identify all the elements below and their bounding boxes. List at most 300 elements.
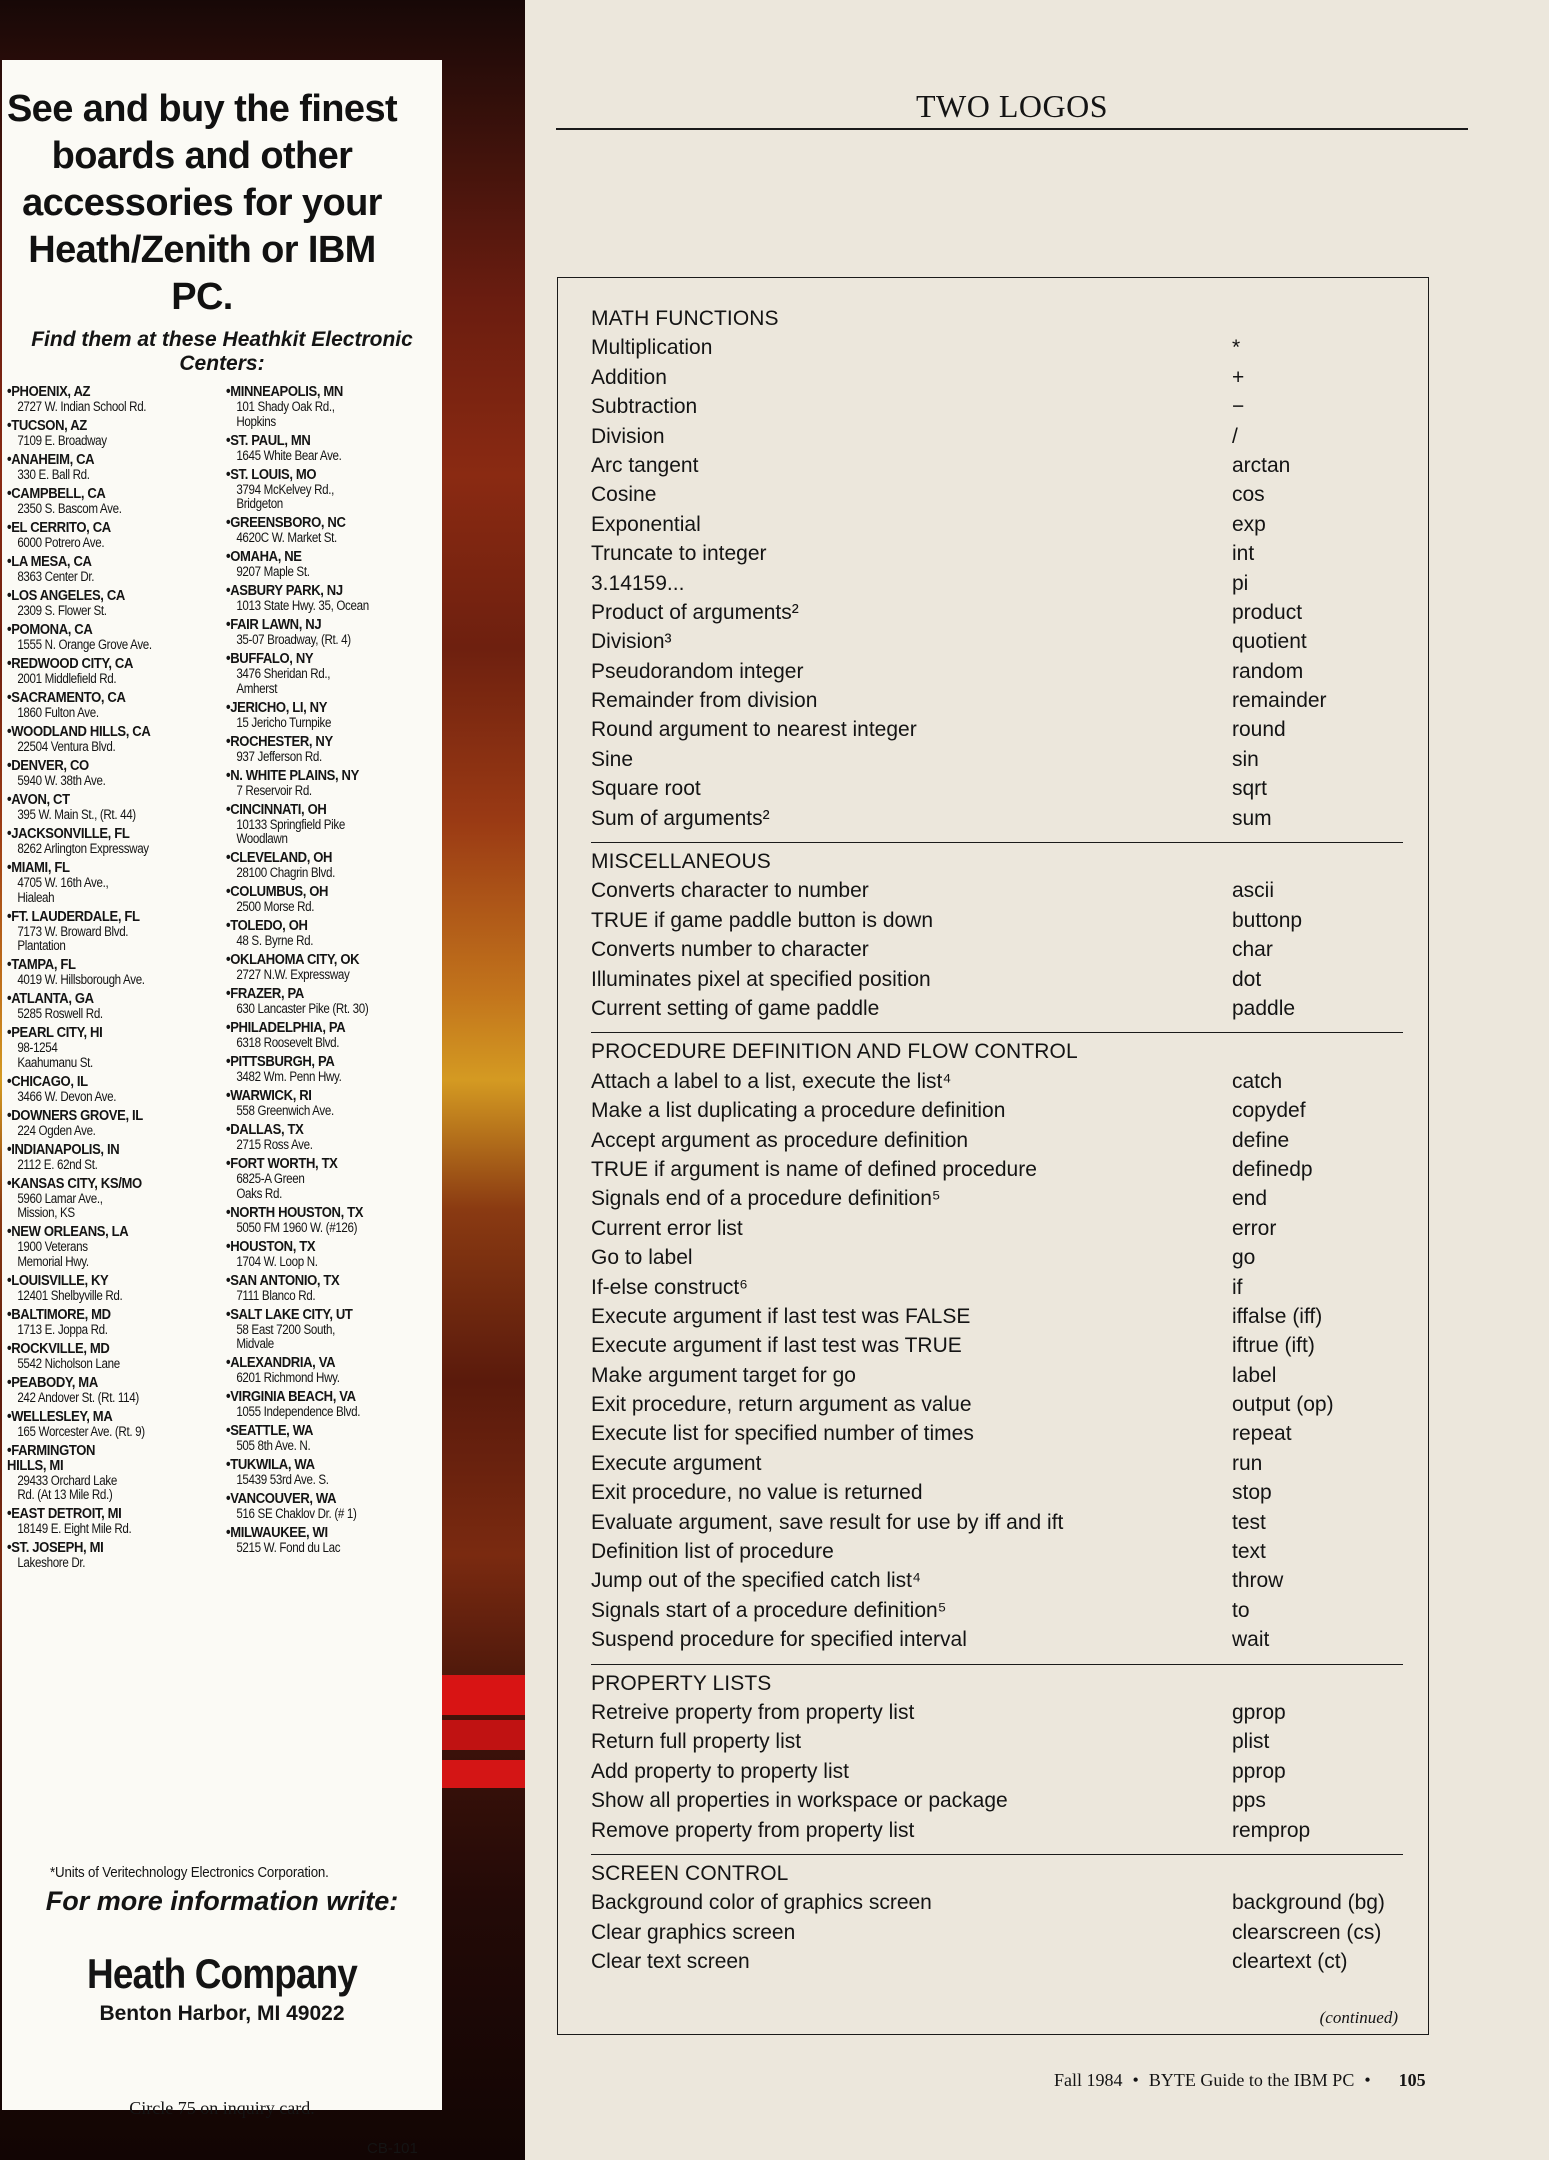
dealer-city: •HOUSTON, TX bbox=[226, 1238, 316, 1255]
dealer-city: •MILWAUKEE, WI bbox=[226, 1525, 328, 1541]
primitive-name: copydef bbox=[1232, 1099, 1306, 1123]
dealer-address: 4620C W. Market St. bbox=[236, 530, 337, 545]
dealer-address: 15439 53rd Ave. S. bbox=[236, 1472, 329, 1487]
table-section bbox=[591, 304, 1403, 833]
table-row bbox=[591, 569, 1403, 598]
dealer-entry bbox=[7, 487, 212, 517]
dealer-entry bbox=[226, 1240, 431, 1270]
primitive-name: test bbox=[1232, 1510, 1266, 1534]
dealer-address: 5215 W. Fond du Lac bbox=[236, 1540, 341, 1555]
dealer-city: •CINCINNATI, OH bbox=[226, 801, 327, 818]
primitive-name: clearscreen (cs) bbox=[1232, 1920, 1382, 1944]
primitive-name: char bbox=[1232, 938, 1273, 962]
dealer-address: 516 SE Chaklov Dr. (# 1) bbox=[236, 1506, 357, 1521]
table-row bbox=[591, 1331, 1403, 1360]
dealer-entry bbox=[226, 516, 431, 546]
dealer-address: 8262 Arlington Expressway bbox=[17, 841, 149, 856]
dealer-city: •TUKWILA, WA bbox=[226, 1457, 315, 1473]
dealer-entry bbox=[226, 468, 431, 512]
table-row bbox=[591, 1625, 1403, 1654]
dealer-address: 29433 Orchard Lake Rd. (At 13 Mile Rd.) bbox=[17, 1472, 117, 1502]
dealer-city: •INDIANAPOLIS, IN bbox=[7, 1141, 120, 1158]
table-row bbox=[591, 510, 1403, 539]
primitive-name: − bbox=[1232, 395, 1245, 419]
table-row bbox=[591, 1302, 1403, 1331]
primitive-name: repeat bbox=[1232, 1422, 1292, 1446]
primitive-description: Sine bbox=[591, 747, 634, 771]
dealer-city: •MINNEAPOLIS, MN bbox=[226, 384, 343, 400]
dealer-city: •DENVER, CO bbox=[7, 758, 89, 774]
primitive-name: buttonp bbox=[1232, 908, 1303, 932]
primitive-name: * bbox=[1232, 336, 1241, 360]
dealer-address: 6201 Richmond Hwy. bbox=[236, 1370, 340, 1385]
dealer-address: 101 Shady Oak Rd., Hopkins bbox=[236, 399, 335, 429]
primitive-description: Round argument to nearest integer bbox=[591, 718, 917, 742]
dealer-city: •CAMPBELL, CA bbox=[7, 486, 106, 502]
section-heading: PROPERTY LISTS bbox=[591, 1671, 772, 1695]
table-row bbox=[591, 627, 1403, 656]
footer-bullet: • bbox=[1132, 2070, 1139, 2090]
dealer-city: •PITTSBURGH, PA bbox=[226, 1054, 335, 1070]
dealer-address: 12401 Shelbyville Rd. bbox=[17, 1287, 123, 1303]
dealer-city: •ST. LOUIS, MO bbox=[226, 466, 317, 483]
table-row bbox=[591, 1918, 1403, 1947]
table-row bbox=[591, 1184, 1403, 1213]
table-row bbox=[591, 1214, 1403, 1243]
dealer-city: •NORTH HOUSTON, TX bbox=[226, 1204, 364, 1221]
table-row bbox=[591, 906, 1403, 935]
dealer-city: •JERICHO, LI, NY bbox=[226, 699, 328, 716]
primitive-name: random bbox=[1232, 659, 1304, 683]
more-info-text: For more information write: bbox=[45, 1886, 399, 1916]
table-row bbox=[591, 598, 1403, 627]
dealer-entry bbox=[7, 691, 212, 721]
table-row bbox=[591, 1096, 1403, 1125]
dealer-address: 1055 Independence Blvd. bbox=[236, 1404, 361, 1419]
dealer-address: 7109 E. Broadway bbox=[17, 433, 107, 448]
dealer-entry bbox=[226, 1274, 431, 1304]
primitive-name: ascii bbox=[1232, 879, 1275, 903]
primitive-description: Signals end of a procedure definition⁵ bbox=[591, 1187, 941, 1211]
table-row bbox=[591, 1155, 1403, 1184]
dealer-city: •WARWICK, RI bbox=[226, 1088, 312, 1104]
primitive-description: If-else construct⁶ bbox=[591, 1275, 748, 1299]
dealer-entry bbox=[226, 987, 431, 1017]
primitive-description: Clear graphics screen bbox=[591, 1920, 796, 1944]
dealer-address: 1860 Fulton Ave. bbox=[17, 705, 99, 720]
primitive-description: Converts number to character bbox=[591, 938, 869, 962]
primitive-description: TRUE if game paddle button is down bbox=[591, 908, 934, 932]
primitive-description: Retreive property from property list bbox=[591, 1700, 915, 1724]
header-rule bbox=[556, 128, 1468, 130]
dealer-city: •ANAHEIM, CA bbox=[7, 452, 95, 468]
primitive-name: remainder bbox=[1232, 689, 1327, 713]
dealer-address: 2112 E. 62nd St. bbox=[17, 1156, 98, 1172]
dealer-address: 3482 Wm. Penn Hwy. bbox=[236, 1069, 342, 1084]
logo-primitives-table bbox=[557, 277, 1429, 2035]
primitive-name: define bbox=[1232, 1128, 1290, 1152]
dealer-address: 2727 W. Indian School Rd. bbox=[17, 399, 147, 414]
dealer-entry bbox=[7, 623, 212, 653]
table-row bbox=[591, 1888, 1403, 1917]
section-heading: MATH FUNCTIONS bbox=[591, 307, 779, 330]
dealer-address: 3794 McKelvey Rd., Bridgeton bbox=[236, 481, 335, 511]
dealer-entry bbox=[226, 385, 431, 429]
dealer-city: •FARMINGTON HILLS, MI bbox=[7, 1442, 96, 1474]
primitive-name: sin bbox=[1232, 747, 1259, 771]
primitive-description: Arc tangent bbox=[591, 453, 699, 477]
dealer-address: 224 Ogden Ave. bbox=[17, 1122, 96, 1138]
red-photo-block bbox=[440, 1720, 525, 1750]
continued-note: (continued) bbox=[1319, 2008, 1398, 2027]
primitive-description: Execute argument if last test was FALSE bbox=[591, 1304, 971, 1328]
primitive-description: Clear text screen bbox=[591, 1950, 750, 1974]
primitive-name: gprop bbox=[1232, 1700, 1286, 1724]
dealer-entry bbox=[7, 958, 212, 988]
primitive-description: Remove property from property list bbox=[591, 1818, 915, 1842]
primitive-name: error bbox=[1232, 1216, 1277, 1240]
table-row bbox=[591, 1566, 1403, 1595]
page-footer bbox=[1054, 2070, 1426, 2091]
dealer-entry bbox=[226, 1526, 431, 1556]
dealer-city: •SACRAMENTO, CA bbox=[7, 690, 126, 706]
dealer-address: 5960 Lamar Ave., Mission, KS bbox=[17, 1190, 103, 1220]
dealer-city: •DALLAS, TX bbox=[226, 1122, 304, 1138]
dealer-city: •EL CERRITO, CA bbox=[7, 520, 111, 536]
dealer-address: 1704 W. Loop N. bbox=[236, 1253, 318, 1269]
dealer-city: •EAST DETROIT, MI bbox=[7, 1506, 122, 1522]
primitive-name: remprop bbox=[1232, 1818, 1311, 1842]
primitive-name: catch bbox=[1232, 1069, 1283, 1093]
primitive-name: paddle bbox=[1232, 996, 1296, 1020]
dealer-city: •LOUISVILLE, KY bbox=[7, 1272, 109, 1289]
dealer-city: •VANCOUVER, WA bbox=[226, 1491, 337, 1507]
dealer-city: •LOS ANGELES, CA bbox=[7, 588, 125, 604]
primitive-description: Execute argument bbox=[591, 1451, 762, 1475]
dealer-city: •COLUMBUS, OH bbox=[226, 884, 329, 900]
table-row bbox=[591, 1419, 1403, 1448]
dealer-address: 35-07 Broadway, (Rt. 4) bbox=[236, 632, 351, 647]
dealer-address: 2350 S. Bascom Ave. bbox=[17, 501, 122, 516]
dealer-entry bbox=[7, 555, 212, 585]
table-row bbox=[591, 715, 1403, 744]
dealer-address: 505 8th Ave. N. bbox=[236, 1438, 311, 1453]
dealer-entry bbox=[7, 521, 212, 551]
primitive-description: Background color of graphics screen bbox=[591, 1891, 932, 1915]
primitive-name: iffalse (iff) bbox=[1232, 1304, 1323, 1328]
table-row bbox=[591, 1478, 1403, 1507]
dealer-address: 9207 Maple St. bbox=[236, 564, 310, 579]
primitive-name: cos bbox=[1232, 483, 1265, 507]
dealer-entry bbox=[226, 1206, 431, 1236]
dealer-address: 7111 Blanco Rd. bbox=[236, 1287, 316, 1303]
table-row bbox=[591, 1067, 1403, 1096]
dealer-list-column-1 bbox=[7, 385, 212, 1575]
primitive-description: Cosine bbox=[591, 483, 657, 507]
dealer-address: 7173 W. Broward Blvd. Plantation bbox=[17, 923, 129, 953]
ad-code: CB-101 bbox=[367, 2140, 418, 2157]
dealer-address: 6000 Potrero Ave. bbox=[17, 535, 105, 550]
primitive-description: Remainder from division bbox=[591, 689, 818, 713]
dealer-entry bbox=[7, 1342, 212, 1372]
dealer-entry bbox=[7, 1274, 212, 1304]
dealer-city: •DOWNERS GROVE, IL bbox=[7, 1107, 143, 1124]
dealer-address: 5285 Roswell Rd. bbox=[17, 1006, 103, 1021]
section-divider bbox=[591, 1664, 1403, 1665]
dealer-city: •SAN ANTONIO, TX bbox=[226, 1272, 340, 1289]
primitive-description: Exponential bbox=[591, 512, 701, 536]
table-row bbox=[591, 1727, 1403, 1756]
primitive-description: Addition bbox=[591, 365, 667, 389]
dealer-city: •LA MESA, CA bbox=[7, 554, 92, 570]
primitive-name: if bbox=[1232, 1275, 1243, 1299]
table-row bbox=[591, 333, 1403, 362]
primitive-description: Current error list bbox=[591, 1216, 743, 1240]
table-row bbox=[591, 1698, 1403, 1727]
dealer-entry bbox=[7, 725, 212, 755]
dealer-address: 10133 Springfield Pike Woodlawn bbox=[236, 816, 345, 846]
table-row bbox=[591, 1390, 1403, 1419]
dealer-address: 165 Worcester Ave. (Rt. 9) bbox=[17, 1423, 145, 1439]
dealer-city: •BUFFALO, NY bbox=[226, 651, 314, 667]
red-photo-block bbox=[440, 1675, 525, 1715]
primitive-description: Execute list for specified number of times bbox=[591, 1422, 974, 1446]
dealer-city: •REDWOOD CITY, CA bbox=[7, 656, 134, 672]
table-row bbox=[591, 1816, 1403, 1845]
dealer-address: 1713 E. Joppa Rd. bbox=[17, 1321, 108, 1337]
dealer-entry bbox=[7, 759, 212, 789]
company-name: Heath Company bbox=[87, 1950, 357, 1997]
dealer-address: Lakeshore Dr. bbox=[17, 1555, 86, 1570]
dealer-address: 2309 S. Flower St. bbox=[17, 603, 107, 618]
table-row bbox=[591, 1361, 1403, 1390]
table-row bbox=[591, 539, 1403, 568]
primitive-name: run bbox=[1232, 1451, 1263, 1475]
table-row bbox=[591, 745, 1403, 774]
dealer-address: 5050 FM 1960 W. (#126) bbox=[236, 1219, 358, 1235]
dealer-address: 15 Jericho Turnpike bbox=[236, 714, 332, 730]
primitive-name: definedp bbox=[1232, 1157, 1313, 1181]
primitive-description: Truncate to integer bbox=[591, 542, 767, 566]
dealer-entry bbox=[7, 1225, 212, 1269]
table-row bbox=[591, 451, 1403, 480]
dealer-entry bbox=[226, 1157, 431, 1201]
dealer-entry bbox=[7, 419, 212, 449]
dealer-entry bbox=[7, 1026, 212, 1070]
ad-footnote: *Units of Veritechnology Electronics Corporation. bbox=[50, 1865, 329, 1881]
primitive-name: / bbox=[1232, 424, 1238, 448]
dealer-entry bbox=[7, 910, 212, 954]
dealer-address: 58 East 7200 South, Midvale bbox=[236, 1321, 336, 1351]
primitive-description: Suspend procedure for specified interval bbox=[591, 1628, 967, 1652]
dealer-address: 1013 State Hwy. 35, Ocean bbox=[236, 598, 369, 613]
dealer-entry bbox=[226, 1356, 431, 1386]
dealer-address: 48 S. Byrne Rd. bbox=[236, 933, 314, 948]
dealer-address: 8363 Center Dr. bbox=[17, 569, 95, 584]
dealer-city: •JACKSONVILLE, FL bbox=[7, 826, 130, 842]
primitive-name: quotient bbox=[1232, 630, 1307, 654]
table-row bbox=[591, 1537, 1403, 1566]
dealer-entry bbox=[226, 1123, 431, 1153]
red-photo-block bbox=[440, 1760, 525, 1788]
primitive-name: pps bbox=[1232, 1789, 1266, 1813]
dealer-entry bbox=[7, 827, 212, 857]
table-row bbox=[591, 1508, 1403, 1537]
primitive-description: Division bbox=[591, 424, 665, 448]
primitive-description: Definition list of procedure bbox=[591, 1540, 834, 1564]
dealer-entry bbox=[226, 1089, 431, 1119]
dealer-address: 4705 W. 16th Ave., Hialeah bbox=[17, 875, 109, 905]
dealer-entry bbox=[226, 919, 431, 949]
dealer-address: 7 Reservoir Rd. bbox=[236, 782, 312, 798]
dealer-entry bbox=[226, 1308, 431, 1352]
table-row bbox=[591, 1243, 1403, 1272]
dealer-entry bbox=[7, 793, 212, 823]
dealer-city: •ASBURY PARK, NJ bbox=[226, 583, 343, 599]
dealer-address: 28100 Chagrin Blvd. bbox=[236, 865, 335, 880]
primitive-description: Make argument target for go bbox=[591, 1363, 856, 1387]
dealer-entry bbox=[7, 453, 212, 483]
table-section bbox=[591, 1669, 1403, 1845]
dealer-city: •KANSAS CITY, KS/MO bbox=[7, 1175, 142, 1192]
primitive-name: text bbox=[1232, 1540, 1266, 1564]
section-divider bbox=[591, 1854, 1403, 1855]
primitive-description: TRUE if argument is name of defined procedure bbox=[591, 1157, 1037, 1181]
dealer-entry bbox=[226, 701, 431, 731]
inquiry-card-text: Circle 75 on inquiry card. bbox=[129, 2098, 315, 2118]
table-section bbox=[591, 1037, 1403, 1654]
dealer-address: 1645 White Bear Ave. bbox=[236, 447, 342, 463]
dealer-entry bbox=[7, 1075, 212, 1105]
footer-bullet: • bbox=[1364, 2070, 1371, 2090]
dealer-city: •WELLESLEY, MA bbox=[7, 1408, 113, 1425]
dealer-entry bbox=[7, 1507, 212, 1537]
primitive-description: Attach a label to a list, execute the list⁴ bbox=[591, 1069, 952, 1093]
table-row bbox=[591, 480, 1403, 509]
dealer-address: 2727 N.W. Expressway bbox=[236, 967, 350, 982]
dealer-address: 558 Greenwich Ave. bbox=[236, 1103, 334, 1118]
table-row bbox=[591, 876, 1403, 905]
table-row bbox=[591, 1449, 1403, 1478]
dealer-entry bbox=[226, 769, 431, 799]
primitive-description: Current setting of game paddle bbox=[591, 996, 880, 1020]
footer-publication: BYTE Guide to the IBM PC bbox=[1148, 2070, 1355, 2090]
dealer-city: •OKLAHOMA CITY, OK bbox=[226, 952, 360, 968]
dealer-address: 1900 Veterans Memorial Hwy. bbox=[17, 1239, 89, 1269]
dealer-city: •NEW ORLEANS, LA bbox=[7, 1224, 129, 1240]
dealer-address: 630 Lancaster Pike (Rt. 30) bbox=[236, 1001, 369, 1016]
dealer-address: 1555 N. Orange Grove Ave. bbox=[17, 637, 152, 652]
dealer-city: •BALTIMORE, MD bbox=[7, 1306, 111, 1323]
primitive-description: Make a list duplicating a procedure definition bbox=[591, 1099, 1006, 1123]
table-row bbox=[591, 1273, 1403, 1302]
primitive-description: Division³ bbox=[591, 630, 672, 654]
dealer-city: •ROCHESTER, NY bbox=[226, 733, 333, 750]
primitive-description: Add property to property list bbox=[591, 1759, 849, 1783]
table-row bbox=[591, 1126, 1403, 1155]
primitive-description: Converts character to number bbox=[591, 879, 869, 903]
dealer-address: 4019 W. Hillsborough Ave. bbox=[17, 972, 145, 987]
dealer-entry bbox=[226, 550, 431, 580]
dealer-city: •FAIR LAWN, NJ bbox=[226, 617, 322, 633]
primitive-name: cleartext (ct) bbox=[1232, 1950, 1348, 1974]
table-row bbox=[591, 994, 1403, 1023]
primitive-name: output (op) bbox=[1232, 1393, 1334, 1417]
ad-headline: See and buy the finest boards and other accessories for your Heath/Zenith or IBM PC. bbox=[6, 88, 398, 318]
primitive-description: Jump out of the specified catch list⁴ bbox=[591, 1569, 922, 1593]
dealer-entry bbox=[226, 652, 431, 696]
primitive-name: dot bbox=[1232, 967, 1262, 991]
primitive-description: Illuminates pixel at specified position bbox=[591, 967, 931, 991]
primitive-name: sqrt bbox=[1232, 777, 1268, 801]
dealer-address: 3466 W. Devon Ave. bbox=[17, 1088, 117, 1104]
dealer-entry bbox=[226, 434, 431, 464]
primitive-name: go bbox=[1232, 1246, 1256, 1270]
dealer-city: •VIRGINIA BEACH, VA bbox=[226, 1389, 356, 1405]
dealer-list-column-2 bbox=[226, 385, 431, 1560]
primitive-description: Evaluate argument, save result for use by iff and ift bbox=[591, 1510, 1064, 1534]
dealer-entry bbox=[7, 1308, 212, 1338]
primitive-description: Signals start of a procedure definition⁵ bbox=[591, 1598, 947, 1622]
primitive-name: round bbox=[1232, 718, 1286, 742]
dealer-entry bbox=[7, 1410, 212, 1440]
dealer-city: •OMAHA, NE bbox=[226, 549, 302, 565]
dealer-address: 98-1254 Kaahumanu St. bbox=[17, 1040, 93, 1070]
dealer-address: 395 W. Main St., (Rt. 44) bbox=[17, 807, 136, 822]
table-row bbox=[591, 657, 1403, 686]
primitive-name: label bbox=[1232, 1363, 1277, 1387]
primitive-name: int bbox=[1232, 542, 1255, 566]
table-section bbox=[591, 1859, 1403, 1977]
dealer-address: 22504 Ventura Blvd. bbox=[17, 739, 116, 754]
primitive-name: iftrue (ift) bbox=[1232, 1334, 1315, 1358]
dealer-address: 2500 Morse Rd. bbox=[236, 899, 315, 914]
primitive-name: pprop bbox=[1232, 1759, 1286, 1783]
dealer-entry bbox=[226, 735, 431, 765]
dealer-city: •TUCSON, AZ bbox=[7, 418, 87, 434]
dealer-address: 3476 Sheridan Rd., Amherst bbox=[236, 666, 331, 696]
dealer-city: •SALT LAKE CITY, UT bbox=[226, 1306, 353, 1323]
dealer-address: 242 Andover St. (Rt. 114) bbox=[17, 1389, 139, 1405]
section-heading: MISCELLANEOUS bbox=[591, 850, 771, 874]
dealer-entry bbox=[226, 584, 431, 614]
dealer-city: •FRAZER, PA bbox=[226, 986, 304, 1002]
table-row bbox=[591, 392, 1403, 421]
table-row bbox=[591, 935, 1403, 964]
table-section bbox=[591, 847, 1403, 1023]
dealer-entry bbox=[7, 1444, 212, 1503]
primitive-description: 3.14159... bbox=[591, 571, 685, 595]
dealer-address: 2715 Ross Ave. bbox=[236, 1137, 313, 1152]
dealer-city: •SEATTLE, WA bbox=[226, 1423, 314, 1439]
dealer-city: •ROCKVILLE, MD bbox=[7, 1340, 110, 1357]
primitive-name: wait bbox=[1232, 1628, 1270, 1652]
table-row bbox=[591, 422, 1403, 451]
dealer-city: •ALEXANDRIA, VA bbox=[226, 1355, 336, 1371]
table-row bbox=[591, 1786, 1403, 1815]
primitive-name: throw bbox=[1232, 1569, 1284, 1593]
primitive-description: Pseudorandom integer bbox=[591, 659, 804, 683]
dealer-city: •FORT WORTH, TX bbox=[226, 1156, 338, 1172]
dealer-entry bbox=[226, 1390, 431, 1420]
table-row bbox=[591, 1757, 1403, 1786]
dealer-entry bbox=[226, 851, 431, 881]
primitive-description: Product of arguments² bbox=[591, 600, 799, 624]
section-heading: PROCEDURE DEFINITION AND FLOW CONTROL bbox=[591, 1040, 1078, 1064]
dealer-address: 6318 Roosevelt Blvd. bbox=[236, 1035, 340, 1050]
primitive-name: product bbox=[1232, 600, 1303, 624]
section-divider bbox=[591, 1032, 1403, 1033]
